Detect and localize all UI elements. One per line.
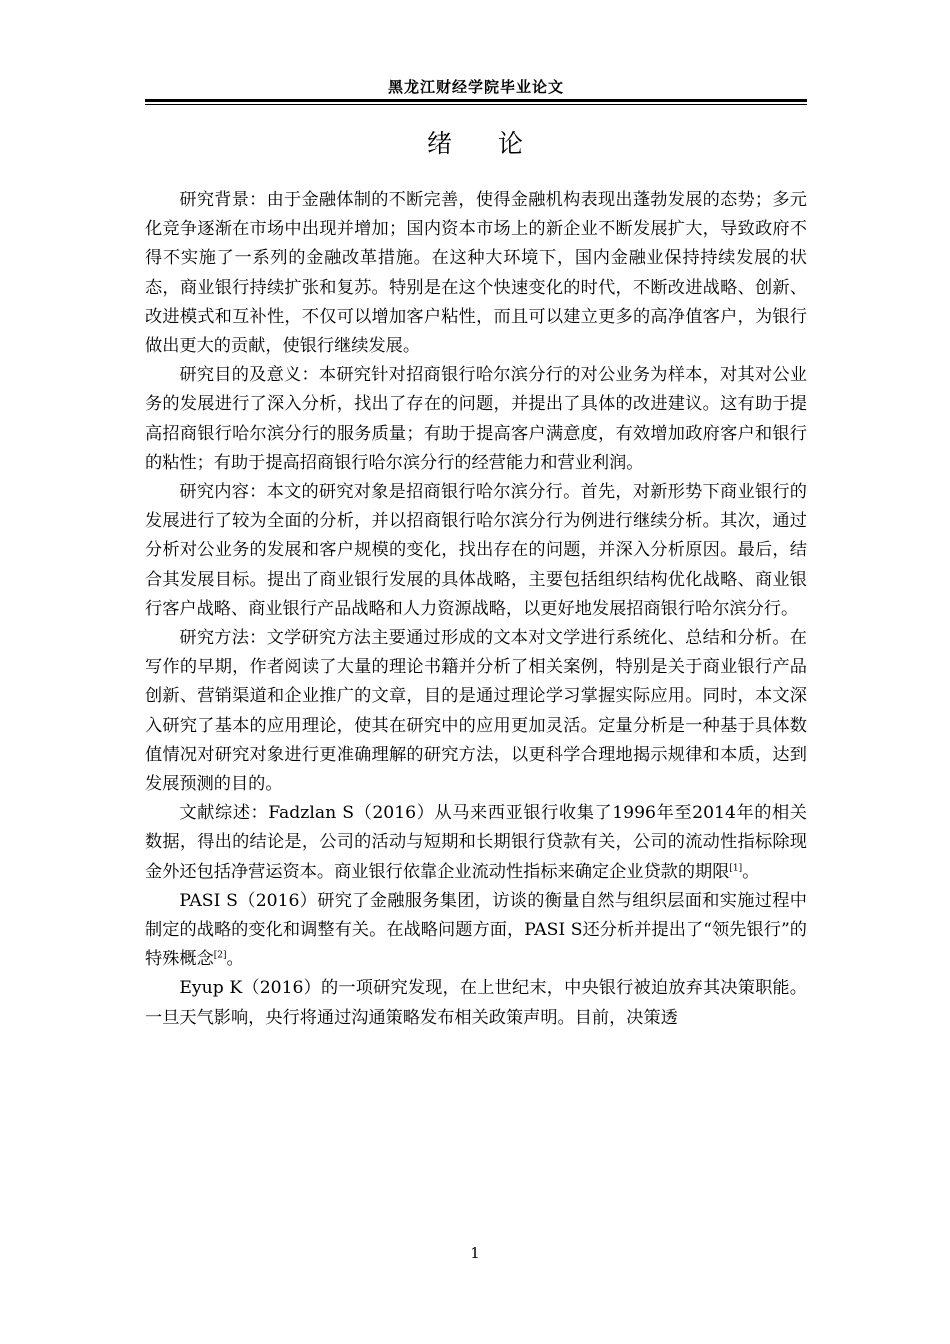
paragraph-literature-2 — [145, 887, 807, 975]
citation-ref[interactable]: [1] — [729, 862, 743, 873]
paragraph-text: 研究方法：文学研究方法主要通过形成的文本对文学进行系统化、总结和分析。在写作的早期，作者阅读了大量的理论书籍并分析了相关案例，特别是关于商业银行产品创新、营销渠道和企业推广的文章，目的是通过理论学习掌握实际应用。同时，本文深入研究了基本的应用理论，使其在研究中的应用更加灵活。定量分析是一种基于具体数值情况对研究对象进行更准确理解的研究方法，以更科学合理地揭示规律和本质，达到发展预测的目的。 — [145, 628, 807, 795]
paragraph-text: Eyup K（2016）的一项研究发现，在上世纪末，中央银行被迫放弃其决策职能。一旦天气影响，央行将通过沟通策略发布相关政策声明。目前，决策透 — [145, 978, 807, 1028]
running-header: 黑龙江财经学院毕业论文 — [387, 78, 564, 96]
paragraph-method — [145, 624, 807, 799]
paragraph-text: 文献综述：Fadzlan S（2016）从马来西亚银行收集了1996年至2014年的相关数据，得出的结论是，公司的活动与短期和长期银行贷款有关，公司的流动性指标除现金外还包括净营运资本。商业银行依靠企业流动性指标来确定企业贷款的期限 — [145, 803, 807, 882]
paragraph-tail: 。 — [742, 861, 760, 882]
paragraph-content — [145, 478, 807, 624]
paragraph-literature-1 — [145, 799, 807, 887]
paragraph-literature-3 — [145, 974, 807, 1032]
title-char-2: 论 — [498, 129, 526, 158]
paragraph-text: 研究目的及意义：本研究针对招商银行哈尔滨分行的对公业务为样本，对其对公业务的发展进行了深入分析，找出了存在的问题，并提出了具体的改进建议。这有助于提高招商银行哈尔滨分行的服务质量；有助于提高客户满意度，有效增加政府客户和银行的粘性；有助于提高招商银行哈尔滨分行的经营能力和营业利润。 — [145, 365, 807, 473]
header-rule-thin — [145, 104, 807, 105]
paragraph-text: 研究内容：本文的研究对象是招商银行哈尔滨分行。首先，对新形势下商业银行的发展进行了较为全面的分析，并以招商银行哈尔滨分行为例进行继续分析。其次，通过分析对公业务的发展和客户规模的变化，找出存在的问题，并深入分析原因。最后，结合其发展目标。提出了商业银行发展的具体战略，主要包括组织结构优化战略、商业银行客户战略、商业银行产品战略和人力资源战略，以更好地发展招商银行哈尔滨分行。 — [145, 482, 807, 619]
paragraph-background — [145, 186, 807, 361]
section-title — [145, 124, 807, 160]
title-char-1: 绪 — [426, 129, 454, 158]
paragraph-text: PASI S（2016）研究了金融服务集团，访谈的衡量自然与组织层面和实施过程中制定的战略的变化和调整有关。在战略问题方面，PASI S还分析并提出了“领先银行”的特殊概念 — [145, 890, 807, 970]
paragraph-purpose — [145, 361, 807, 478]
paragraph-tail: 。 — [226, 949, 244, 970]
paragraph-text: 研究背景：由于金融体制的不断完善，使得金融机构表现出蓬勃发展的态势；多元化竞争逐渐在市场中出现并增加；国内资本市场上的新企业不断发展扩大，导致政府不得不实施了一系列的金融改革措施。在这种大环境下，国内金融业保持持续发展的状态，商业银行持续扩张和复苏。特别是在这个快速变化的时代，不断改进战略、创新、改进模式和互补性，不仅可以增加客户粘性，而且可以建立更多的高净值客户，为银行做出更大的贡献，使银行继续发展。 — [145, 190, 807, 357]
citation-ref[interactable]: [2] — [213, 950, 227, 961]
page-number: 1 — [470, 1244, 480, 1262]
header-rule-thick — [145, 99, 807, 102]
body-text — [145, 186, 807, 1033]
